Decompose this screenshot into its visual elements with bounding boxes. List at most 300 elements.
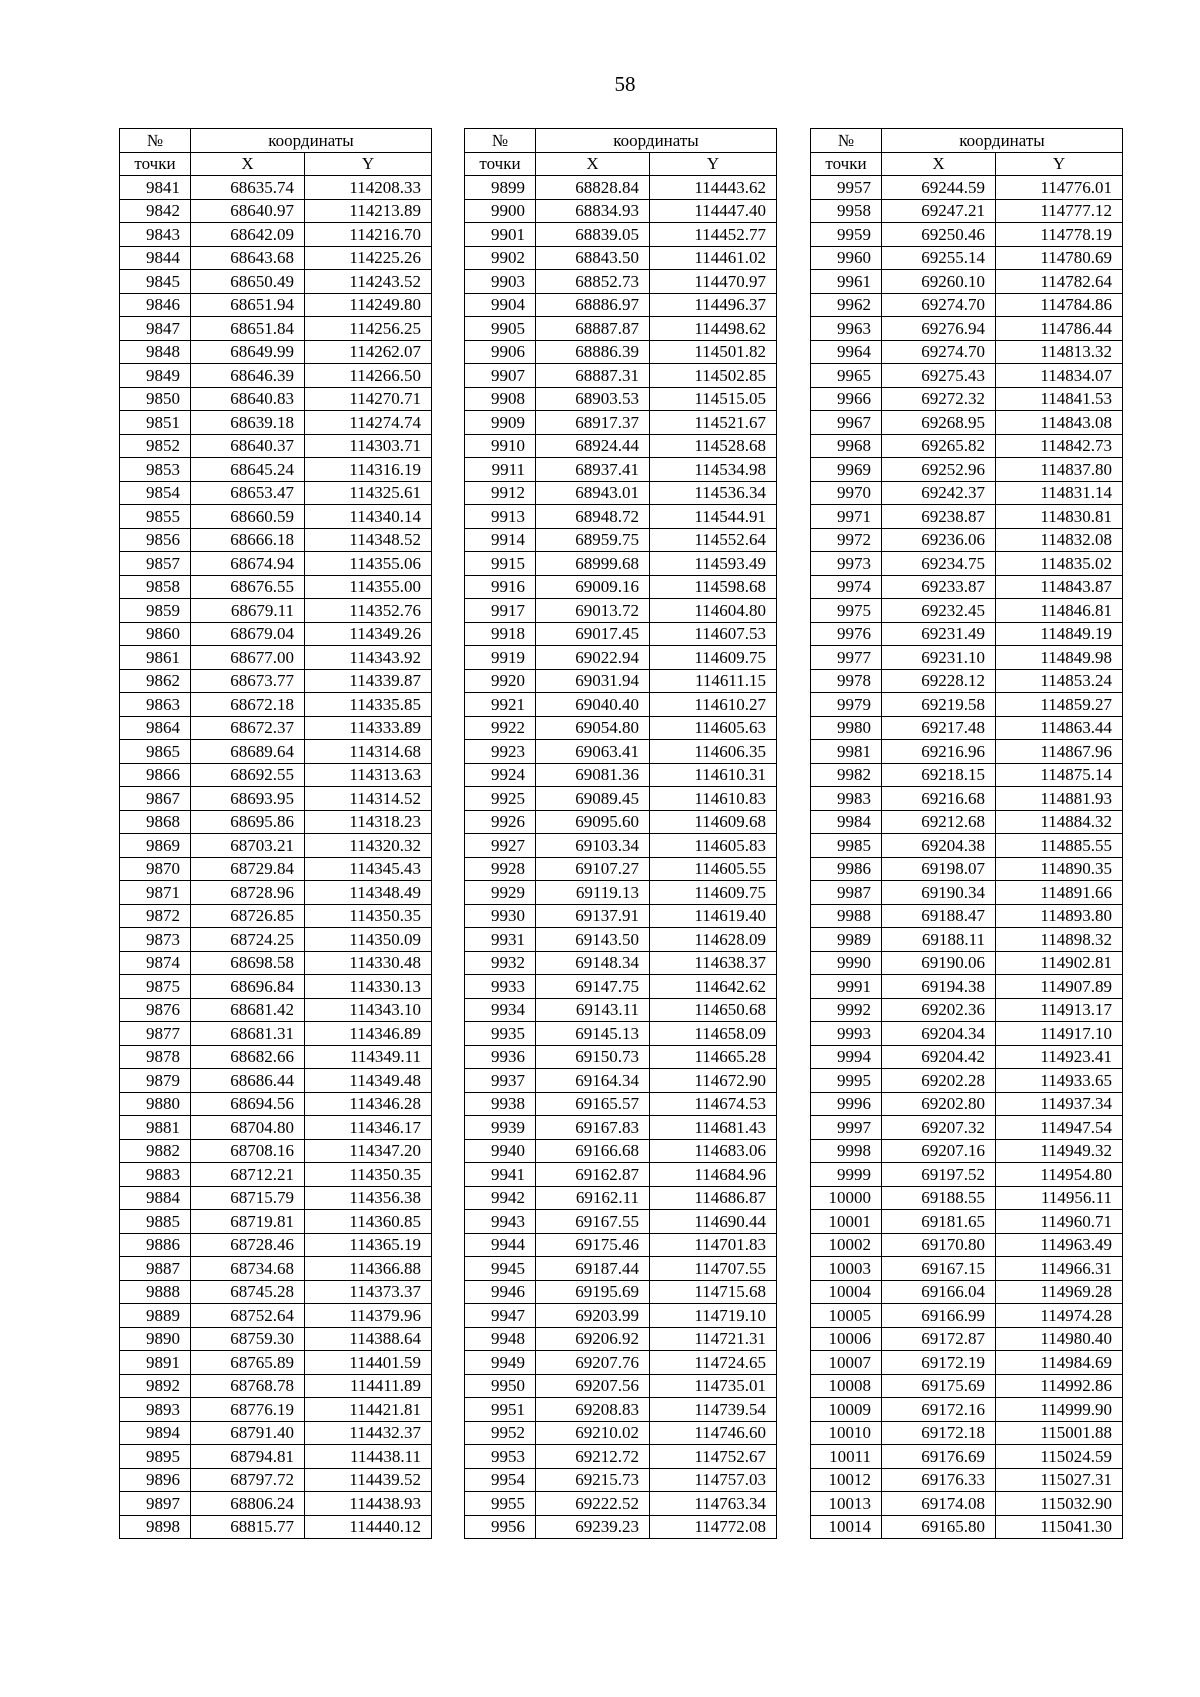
y-coordinate-cell: 114830.81 [996, 505, 1123, 529]
x-coordinate-cell: 68642.09 [191, 223, 305, 247]
point-number-cell: 9850 [120, 387, 191, 411]
y-coordinate-cell: 114650.68 [650, 998, 777, 1022]
point-number-cell: 10013 [811, 1492, 882, 1516]
header-row-bottom [465, 152, 777, 176]
y-coordinate-cell: 114401.59 [305, 1351, 432, 1375]
point-number-cell: 9948 [465, 1327, 536, 1351]
y-coordinate-cell: 114208.33 [305, 176, 432, 200]
x-coordinate-cell: 69166.04 [882, 1280, 996, 1304]
point-number-cell: 9983 [811, 787, 882, 811]
y-coordinate-cell: 114320.32 [305, 834, 432, 858]
table-row [465, 998, 777, 1022]
table-row [120, 646, 432, 670]
y-coordinate-cell: 114966.31 [996, 1257, 1123, 1281]
y-coordinate-cell: 114345.43 [305, 857, 432, 881]
x-coordinate-cell: 68660.59 [191, 505, 305, 529]
y-coordinate-cell: 114683.06 [650, 1139, 777, 1163]
y-coordinate-cell: 114658.09 [650, 1022, 777, 1046]
x-coordinate-cell: 69040.40 [536, 693, 650, 717]
header-num: № [811, 129, 882, 153]
header-coords: координаты [536, 129, 777, 153]
table-row [465, 763, 777, 787]
x-coordinate-cell: 68999.68 [536, 552, 650, 576]
x-coordinate-cell: 69244.59 [882, 176, 996, 200]
table-row [811, 528, 1123, 552]
point-number-cell: 9935 [465, 1022, 536, 1046]
point-number-cell: 9974 [811, 575, 882, 599]
table-row [811, 176, 1123, 200]
point-number-cell: 9858 [120, 575, 191, 599]
x-coordinate-cell: 68679.04 [191, 622, 305, 646]
y-coordinate-cell: 114333.89 [305, 716, 432, 740]
table-row [120, 270, 432, 294]
table-row [811, 646, 1123, 670]
page-number: 58 [614, 72, 636, 96]
y-coordinate-cell: 114782.64 [996, 270, 1123, 294]
point-number-cell: 9940 [465, 1139, 536, 1163]
point-number-cell: 9845 [120, 270, 191, 294]
y-coordinate-cell: 114350.35 [305, 1163, 432, 1187]
y-coordinate-cell: 114325.61 [305, 481, 432, 505]
point-number-cell: 9861 [120, 646, 191, 670]
x-coordinate-cell: 69145.13 [536, 1022, 650, 1046]
table-row [465, 293, 777, 317]
point-number-cell: 9889 [120, 1304, 191, 1328]
y-coordinate-cell: 114432.37 [305, 1421, 432, 1445]
point-number-cell: 9922 [465, 716, 536, 740]
table-row [120, 1092, 432, 1116]
point-number-cell: 9894 [120, 1421, 191, 1445]
x-coordinate-cell: 68640.83 [191, 387, 305, 411]
x-coordinate-cell: 68776.19 [191, 1398, 305, 1422]
table-row [811, 1468, 1123, 1492]
x-coordinate-cell: 68715.79 [191, 1186, 305, 1210]
point-number-cell: 9883 [120, 1163, 191, 1187]
table-row [465, 716, 777, 740]
table-row [120, 1327, 432, 1351]
table-row [465, 1468, 777, 1492]
point-number-cell: 9986 [811, 857, 882, 881]
table-row [120, 810, 432, 834]
point-number-cell: 9909 [465, 411, 536, 435]
x-coordinate-cell: 69013.72 [536, 599, 650, 623]
point-number-cell: 9923 [465, 740, 536, 764]
point-number-cell: 10010 [811, 1421, 882, 1445]
y-coordinate-cell: 115032.90 [996, 1492, 1123, 1516]
point-number-cell: 9970 [811, 481, 882, 505]
point-number-cell: 9971 [811, 505, 882, 529]
x-coordinate-cell: 69272.32 [882, 387, 996, 411]
x-coordinate-cell: 69215.73 [536, 1468, 650, 1492]
table-row [811, 857, 1123, 881]
y-coordinate-cell: 114314.52 [305, 787, 432, 811]
point-number-cell: 9848 [120, 340, 191, 364]
y-coordinate-cell: 114681.43 [650, 1116, 777, 1140]
point-number-cell: 9963 [811, 317, 882, 341]
y-coordinate-cell: 114642.62 [650, 975, 777, 999]
point-number-cell: 10005 [811, 1304, 882, 1328]
x-coordinate-cell: 69172.16 [882, 1398, 996, 1422]
table-row [811, 1398, 1123, 1422]
table-row [811, 458, 1123, 482]
y-coordinate-cell: 114638.37 [650, 951, 777, 975]
point-number-cell: 9996 [811, 1092, 882, 1116]
x-coordinate-cell: 69009.16 [536, 575, 650, 599]
y-coordinate-cell: 114534.98 [650, 458, 777, 482]
y-coordinate-cell: 114349.26 [305, 622, 432, 646]
y-coordinate-cell: 114701.83 [650, 1233, 777, 1257]
y-coordinate-cell: 114842.73 [996, 434, 1123, 458]
y-coordinate-cell: 114461.02 [650, 246, 777, 270]
y-coordinate-cell: 114719.10 [650, 1304, 777, 1328]
point-number-cell: 9952 [465, 1421, 536, 1445]
y-coordinate-cell: 114763.34 [650, 1492, 777, 1516]
point-number-cell: 9916 [465, 575, 536, 599]
y-coordinate-cell: 114443.62 [650, 176, 777, 200]
table-row [120, 622, 432, 646]
table-row [811, 740, 1123, 764]
table-row [465, 1421, 777, 1445]
x-coordinate-cell: 69188.11 [882, 928, 996, 952]
table-row [811, 434, 1123, 458]
x-coordinate-cell: 69195.69 [536, 1280, 650, 1304]
y-coordinate-cell: 114607.53 [650, 622, 777, 646]
y-coordinate-cell: 114350.35 [305, 904, 432, 928]
point-number-cell: 9954 [465, 1468, 536, 1492]
x-coordinate-cell: 68695.86 [191, 810, 305, 834]
table-row [811, 1045, 1123, 1069]
x-coordinate-cell: 69143.11 [536, 998, 650, 1022]
x-coordinate-cell: 68682.66 [191, 1045, 305, 1069]
x-coordinate-cell: 69095.60 [536, 810, 650, 834]
point-number-cell: 9874 [120, 951, 191, 975]
y-coordinate-cell: 114837.80 [996, 458, 1123, 482]
x-coordinate-cell: 68712.21 [191, 1163, 305, 1187]
x-coordinate-cell: 69119.13 [536, 881, 650, 905]
y-coordinate-cell: 114552.64 [650, 528, 777, 552]
table-row [811, 599, 1123, 623]
table-row [465, 787, 777, 811]
table-row [120, 1492, 432, 1516]
table-row [120, 669, 432, 693]
y-coordinate-cell: 114831.14 [996, 481, 1123, 505]
table-row [811, 223, 1123, 247]
x-coordinate-cell: 69208.83 [536, 1398, 650, 1422]
x-coordinate-cell: 68834.93 [536, 199, 650, 223]
point-number-cell: 10014 [811, 1515, 882, 1539]
table-row [120, 1515, 432, 1539]
point-number-cell: 9881 [120, 1116, 191, 1140]
point-number-cell: 9880 [120, 1092, 191, 1116]
point-number-cell: 9946 [465, 1280, 536, 1304]
point-number-cell: 9918 [465, 622, 536, 646]
x-coordinate-cell: 68679.11 [191, 599, 305, 623]
table-row [811, 881, 1123, 905]
x-coordinate-cell: 68677.00 [191, 646, 305, 670]
table-row [120, 340, 432, 364]
table-row [465, 199, 777, 223]
coordinates-table-2 [464, 128, 777, 1539]
table-row [811, 1304, 1123, 1328]
header-row-top [120, 129, 432, 153]
point-number-cell: 9944 [465, 1233, 536, 1257]
y-coordinate-cell: 114249.80 [305, 293, 432, 317]
x-coordinate-cell: 68693.95 [191, 787, 305, 811]
table-row [811, 622, 1123, 646]
table-row [811, 1515, 1123, 1539]
x-coordinate-cell: 68943.01 [536, 481, 650, 505]
x-coordinate-cell: 68643.68 [191, 246, 305, 270]
x-coordinate-cell: 69202.80 [882, 1092, 996, 1116]
y-coordinate-cell: 114853.24 [996, 669, 1123, 693]
table-row [811, 1116, 1123, 1140]
x-coordinate-cell: 68745.28 [191, 1280, 305, 1304]
x-coordinate-cell: 69204.42 [882, 1045, 996, 1069]
y-coordinate-cell: 114843.87 [996, 575, 1123, 599]
table-row [120, 387, 432, 411]
y-coordinate-cell: 114715.68 [650, 1280, 777, 1304]
table-row [465, 881, 777, 905]
y-coordinate-cell: 114274.74 [305, 411, 432, 435]
x-coordinate-cell: 68752.64 [191, 1304, 305, 1328]
x-coordinate-cell: 68726.85 [191, 904, 305, 928]
table-row [465, 1257, 777, 1281]
point-number-cell: 9942 [465, 1186, 536, 1210]
point-number-cell: 9914 [465, 528, 536, 552]
x-coordinate-cell: 69188.55 [882, 1186, 996, 1210]
table-row [811, 1445, 1123, 1469]
table-row [120, 975, 432, 999]
x-coordinate-cell: 69174.08 [882, 1492, 996, 1516]
table-row [465, 1327, 777, 1351]
header-row-top [465, 129, 777, 153]
point-number-cell: 9982 [811, 763, 882, 787]
y-coordinate-cell: 114318.23 [305, 810, 432, 834]
table-row [120, 1374, 432, 1398]
table-row [811, 199, 1123, 223]
header-x: X [882, 152, 996, 176]
table-row [811, 951, 1123, 975]
x-coordinate-cell: 69170.80 [882, 1233, 996, 1257]
point-number-cell: 9988 [811, 904, 882, 928]
point-number-cell: 9934 [465, 998, 536, 1022]
point-number-cell: 9993 [811, 1022, 882, 1046]
x-coordinate-cell: 69234.75 [882, 552, 996, 576]
table-row [465, 411, 777, 435]
table-row [120, 528, 432, 552]
point-number-cell: 9992 [811, 998, 882, 1022]
point-number-cell: 10012 [811, 1468, 882, 1492]
y-coordinate-cell: 114528.68 [650, 434, 777, 458]
x-coordinate-cell: 68887.31 [536, 364, 650, 388]
x-coordinate-cell: 69274.70 [882, 293, 996, 317]
point-number-cell: 9949 [465, 1351, 536, 1375]
header-num: № [120, 129, 191, 153]
y-coordinate-cell: 114346.17 [305, 1116, 432, 1140]
y-coordinate-cell: 114452.77 [650, 223, 777, 247]
table-row [120, 928, 432, 952]
table-row [465, 1515, 777, 1539]
table-row [811, 1351, 1123, 1375]
x-coordinate-cell: 69204.38 [882, 834, 996, 858]
y-coordinate-cell: 114907.89 [996, 975, 1123, 999]
y-coordinate-cell: 114884.32 [996, 810, 1123, 834]
y-coordinate-cell: 114902.81 [996, 951, 1123, 975]
y-coordinate-cell: 114746.60 [650, 1421, 777, 1445]
x-coordinate-cell: 69107.27 [536, 857, 650, 881]
point-number-cell: 9870 [120, 857, 191, 881]
point-number-cell: 9843 [120, 223, 191, 247]
y-coordinate-cell: 115027.31 [996, 1468, 1123, 1492]
table-row [811, 763, 1123, 787]
point-number-cell: 9871 [120, 881, 191, 905]
point-number-cell: 9941 [465, 1163, 536, 1187]
x-coordinate-cell: 69217.48 [882, 716, 996, 740]
x-coordinate-cell: 68728.46 [191, 1233, 305, 1257]
y-coordinate-cell: 114270.71 [305, 387, 432, 411]
y-coordinate-cell: 114724.65 [650, 1351, 777, 1375]
table-row [120, 599, 432, 623]
table-row [465, 223, 777, 247]
y-coordinate-cell: 114721.31 [650, 1327, 777, 1351]
point-number-cell: 9895 [120, 1445, 191, 1469]
table-row [811, 575, 1123, 599]
y-coordinate-cell: 114501.82 [650, 340, 777, 364]
y-coordinate-cell: 114348.49 [305, 881, 432, 905]
table-row [811, 1374, 1123, 1398]
x-coordinate-cell: 68765.89 [191, 1351, 305, 1375]
y-coordinate-cell: 114604.80 [650, 599, 777, 623]
point-number-cell: 9907 [465, 364, 536, 388]
x-coordinate-cell: 68645.24 [191, 458, 305, 482]
x-coordinate-cell: 68886.39 [536, 340, 650, 364]
table-row [465, 669, 777, 693]
x-coordinate-cell: 69054.80 [536, 716, 650, 740]
table-row [120, 458, 432, 482]
x-coordinate-cell: 68676.55 [191, 575, 305, 599]
table-row [465, 1186, 777, 1210]
point-number-cell: 9969 [811, 458, 882, 482]
x-coordinate-cell: 68708.16 [191, 1139, 305, 1163]
x-coordinate-cell: 69167.83 [536, 1116, 650, 1140]
y-coordinate-cell: 114867.96 [996, 740, 1123, 764]
y-coordinate-cell: 114536.34 [650, 481, 777, 505]
header-y: Y [305, 152, 432, 176]
y-coordinate-cell: 114379.96 [305, 1304, 432, 1328]
y-coordinate-cell: 114937.34 [996, 1092, 1123, 1116]
point-number-cell: 9927 [465, 834, 536, 858]
y-coordinate-cell: 114411.89 [305, 1374, 432, 1398]
point-number-cell: 9915 [465, 552, 536, 576]
x-coordinate-cell: 69172.87 [882, 1327, 996, 1351]
y-coordinate-cell: 114609.75 [650, 881, 777, 905]
point-number-cell: 9882 [120, 1139, 191, 1163]
y-coordinate-cell: 114421.81 [305, 1398, 432, 1422]
table-row [811, 928, 1123, 952]
x-coordinate-cell: 68794.81 [191, 1445, 305, 1469]
point-number-cell: 9994 [811, 1045, 882, 1069]
y-coordinate-cell: 114498.62 [650, 317, 777, 341]
x-coordinate-cell: 69063.41 [536, 740, 650, 764]
x-coordinate-cell: 68948.72 [536, 505, 650, 529]
table-row [120, 1233, 432, 1257]
y-coordinate-cell: 114355.06 [305, 552, 432, 576]
point-number-cell: 9920 [465, 669, 536, 693]
point-number-cell: 9947 [465, 1304, 536, 1328]
x-coordinate-cell: 68728.96 [191, 881, 305, 905]
point-number-cell: 9975 [811, 599, 882, 623]
x-coordinate-cell: 68698.58 [191, 951, 305, 975]
y-coordinate-cell: 115001.88 [996, 1421, 1123, 1445]
y-coordinate-cell: 114610.31 [650, 763, 777, 787]
x-coordinate-cell: 69017.45 [536, 622, 650, 646]
y-coordinate-cell: 114605.63 [650, 716, 777, 740]
x-coordinate-cell: 69103.34 [536, 834, 650, 858]
table-row [120, 199, 432, 223]
y-coordinate-cell: 114349.11 [305, 1045, 432, 1069]
y-coordinate-cell: 114893.80 [996, 904, 1123, 928]
x-coordinate-cell: 68672.18 [191, 693, 305, 717]
y-coordinate-cell: 114628.09 [650, 928, 777, 952]
point-number-cell: 9906 [465, 340, 536, 364]
x-coordinate-cell: 68653.47 [191, 481, 305, 505]
y-coordinate-cell: 114707.55 [650, 1257, 777, 1281]
x-coordinate-cell: 68768.78 [191, 1374, 305, 1398]
point-number-cell: 9999 [811, 1163, 882, 1187]
x-coordinate-cell: 68649.99 [191, 340, 305, 364]
x-coordinate-cell: 69276.94 [882, 317, 996, 341]
point-number-cell: 9973 [811, 552, 882, 576]
y-coordinate-cell: 114502.85 [650, 364, 777, 388]
point-number-cell: 9908 [465, 387, 536, 411]
point-number-cell: 9884 [120, 1186, 191, 1210]
point-number-cell: 9943 [465, 1210, 536, 1234]
x-coordinate-cell: 69172.18 [882, 1421, 996, 1445]
point-number-cell: 9950 [465, 1374, 536, 1398]
y-coordinate-cell: 114947.54 [996, 1116, 1123, 1140]
y-coordinate-cell: 114835.02 [996, 552, 1123, 576]
x-coordinate-cell: 68937.41 [536, 458, 650, 482]
table-row [811, 1069, 1123, 1093]
table-row [120, 1351, 432, 1375]
y-coordinate-cell: 114262.07 [305, 340, 432, 364]
point-number-cell: 9937 [465, 1069, 536, 1093]
x-coordinate-cell: 69207.32 [882, 1116, 996, 1140]
header-y: Y [650, 152, 777, 176]
x-coordinate-cell: 69162.11 [536, 1186, 650, 1210]
y-coordinate-cell: 114780.69 [996, 246, 1123, 270]
point-number-cell: 9900 [465, 199, 536, 223]
table-row [811, 340, 1123, 364]
table-row [811, 1280, 1123, 1304]
table-row [120, 1468, 432, 1492]
header-coords: координаты [882, 129, 1123, 153]
table-row [465, 928, 777, 952]
table-row [120, 411, 432, 435]
table-row [465, 1398, 777, 1422]
y-coordinate-cell: 114875.14 [996, 763, 1123, 787]
point-number-cell: 9930 [465, 904, 536, 928]
point-number-cell: 9855 [120, 505, 191, 529]
y-coordinate-cell: 114674.53 [650, 1092, 777, 1116]
point-number-cell: 10004 [811, 1280, 882, 1304]
x-coordinate-cell: 68696.84 [191, 975, 305, 999]
table-row [120, 881, 432, 905]
point-number-cell: 9917 [465, 599, 536, 623]
point-number-cell: 9985 [811, 834, 882, 858]
x-coordinate-cell: 69190.34 [882, 881, 996, 905]
x-coordinate-cell: 69172.19 [882, 1351, 996, 1375]
